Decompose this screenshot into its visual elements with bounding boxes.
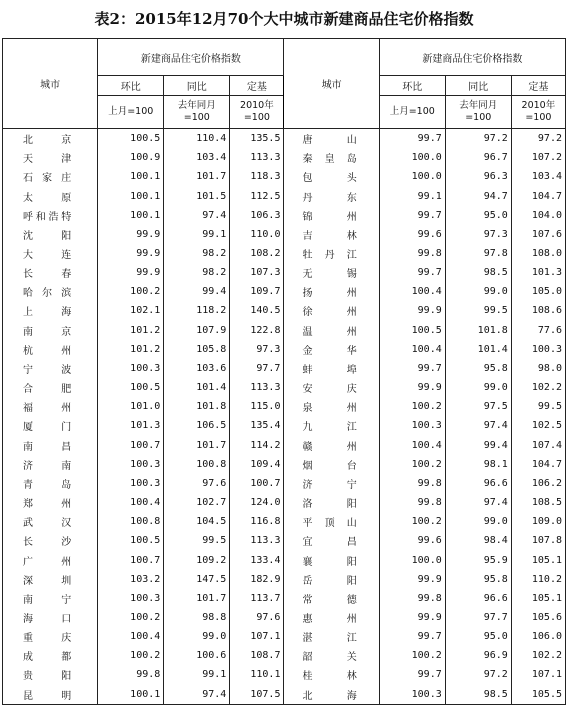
- right-mom-value: 99.6: [379, 225, 445, 244]
- right-yoy-value: 99.0: [445, 378, 511, 397]
- left-yoy-value: 99.5: [164, 531, 230, 550]
- base-sub-header-left: [230, 96, 284, 129]
- left-yoy-value: 101.5: [164, 186, 230, 205]
- right-city-name: 平顶山: [284, 512, 379, 531]
- left-mom-value: 100.3: [98, 455, 164, 474]
- right-city-name: 岳 阳: [284, 570, 379, 589]
- right-city-name: 桂 林: [284, 665, 379, 684]
- left-city-name: 厦 门: [3, 416, 98, 435]
- right-city-name: 湛 江: [284, 627, 379, 646]
- right-city-name: 金 华: [284, 340, 379, 359]
- mom-header-right: 环比: [379, 76, 445, 96]
- right-mom-value: 100.0: [379, 148, 445, 167]
- table-body: [3, 129, 566, 705]
- right-base-value: 77.6: [511, 321, 565, 340]
- right-city-name: 烟 台: [284, 455, 379, 474]
- left-base-value: 110.1: [230, 665, 284, 684]
- right-city-name: 济 宁: [284, 474, 379, 493]
- left-city-name: 上 海: [3, 301, 98, 320]
- left-base-value: 124.0: [230, 493, 284, 512]
- right-base-value: 108.5: [511, 493, 565, 512]
- right-city-name: 安 庆: [284, 378, 379, 397]
- left-city-name: 长 沙: [3, 531, 98, 550]
- left-city-name: 石家庄: [3, 167, 98, 186]
- left-base-value: 113.3: [230, 531, 284, 550]
- table-row: [3, 550, 566, 569]
- right-yoy-value: 97.8: [445, 244, 511, 263]
- right-mom-value: 99.6: [379, 531, 445, 550]
- left-yoy-value: 99.4: [164, 282, 230, 301]
- base-sub-header-right: [511, 96, 565, 129]
- base-sub-line2: =100: [525, 112, 552, 123]
- right-mom-value: 100.0: [379, 167, 445, 186]
- left-mom-value: 100.2: [98, 282, 164, 301]
- right-yoy-value: 98.5: [445, 263, 511, 282]
- left-yoy-value: 99.1: [164, 665, 230, 684]
- right-mom-value: 100.0: [379, 550, 445, 569]
- left-mom-value: 100.4: [98, 493, 164, 512]
- table-row: [3, 282, 566, 301]
- base-sub-line1: 2010年: [240, 100, 274, 111]
- left-base-value: 114.2: [230, 436, 284, 455]
- right-yoy-value: 99.0: [445, 282, 511, 301]
- table-row: [3, 589, 566, 608]
- left-base-value: 107.3: [230, 263, 284, 282]
- left-city-name: 宁 波: [3, 359, 98, 378]
- right-mom-value: 100.2: [379, 397, 445, 416]
- left-mom-value: 100.1: [98, 186, 164, 205]
- right-base-value: 108.6: [511, 301, 565, 320]
- right-base-value: 105.6: [511, 608, 565, 627]
- table-row: [3, 397, 566, 416]
- left-mom-value: 100.7: [98, 550, 164, 569]
- left-yoy-value: 98.2: [164, 263, 230, 282]
- left-yoy-value: 104.5: [164, 512, 230, 531]
- right-mom-value: 99.8: [379, 493, 445, 512]
- right-city-name: 赣 州: [284, 436, 379, 455]
- table-row: [3, 225, 566, 244]
- right-base-value: 102.5: [511, 416, 565, 435]
- left-yoy-value: 99.1: [164, 225, 230, 244]
- left-base-value: 118.3: [230, 167, 284, 186]
- right-base-value: 108.0: [511, 244, 565, 263]
- left-yoy-value: 102.7: [164, 493, 230, 512]
- left-base-value: 97.6: [230, 608, 284, 627]
- city-header-right: 城市: [284, 39, 379, 129]
- right-mom-value: 100.5: [379, 321, 445, 340]
- table-row: [3, 244, 566, 263]
- left-base-value: 108.2: [230, 244, 284, 263]
- left-mom-value: 100.2: [98, 608, 164, 627]
- right-city-name: 九 江: [284, 416, 379, 435]
- left-base-value: 112.5: [230, 186, 284, 205]
- left-mom-value: 100.5: [98, 378, 164, 397]
- right-city-name: 襄 阳: [284, 550, 379, 569]
- right-yoy-value: 95.8: [445, 359, 511, 378]
- left-base-value: 113.3: [230, 378, 284, 397]
- base-sub-line2: =100: [243, 112, 270, 123]
- left-city-name: 合 肥: [3, 378, 98, 397]
- table-title: 表2：2015年12月70个大中城市新建商品住宅价格指数: [94, 10, 474, 28]
- table-row: [3, 359, 566, 378]
- left-base-value: 109.7: [230, 282, 284, 301]
- left-yoy-value: 97.6: [164, 474, 230, 493]
- right-base-value: 106.0: [511, 627, 565, 646]
- left-yoy-value: 99.0: [164, 627, 230, 646]
- right-base-value: 105.1: [511, 589, 565, 608]
- left-mom-value: 100.1: [98, 167, 164, 186]
- left-base-value: 107.5: [230, 685, 284, 705]
- left-mom-value: 101.2: [98, 340, 164, 359]
- table-row: [3, 685, 566, 705]
- right-mom-value: 100.3: [379, 416, 445, 435]
- right-city-name: 北 海: [284, 685, 379, 705]
- left-mom-value: 102.1: [98, 301, 164, 320]
- table-row: [3, 455, 566, 474]
- right-city-name: 温 州: [284, 321, 379, 340]
- right-mom-value: 100.2: [379, 512, 445, 531]
- table-row: [3, 301, 566, 320]
- right-yoy-value: 97.4: [445, 493, 511, 512]
- right-base-value: 106.2: [511, 474, 565, 493]
- left-yoy-value: 101.7: [164, 589, 230, 608]
- right-base-value: 97.2: [511, 129, 565, 149]
- right-base-value: 98.0: [511, 359, 565, 378]
- mom-header-left: 环比: [98, 76, 164, 96]
- left-yoy-value: 106.5: [164, 416, 230, 435]
- left-yoy-value: 100.8: [164, 455, 230, 474]
- table-row: [3, 665, 566, 684]
- right-city-name: 韶 关: [284, 646, 379, 665]
- left-mom-value: 99.9: [98, 225, 164, 244]
- right-mom-value: 99.7: [379, 665, 445, 684]
- right-yoy-value: 96.6: [445, 589, 511, 608]
- left-mom-value: 100.9: [98, 148, 164, 167]
- right-yoy-value: 99.5: [445, 301, 511, 320]
- left-city-name: 成 都: [3, 646, 98, 665]
- left-mom-value: 100.7: [98, 436, 164, 455]
- left-base-value: 135.5: [230, 129, 284, 149]
- right-mom-value: 99.8: [379, 474, 445, 493]
- yoy-header-left: 同比: [164, 76, 230, 96]
- right-mom-value: 99.7: [379, 627, 445, 646]
- left-base-value: 106.3: [230, 206, 284, 225]
- right-yoy-value: 95.9: [445, 550, 511, 569]
- left-city-name: 长 春: [3, 263, 98, 282]
- right-mom-value: 99.7: [379, 129, 445, 149]
- right-city-name: 包 头: [284, 167, 379, 186]
- left-city-name: 福 州: [3, 397, 98, 416]
- left-city-name: 南 宁: [3, 589, 98, 608]
- table-row: [3, 570, 566, 589]
- right-city-name: 锦 州: [284, 206, 379, 225]
- left-yoy-value: 101.4: [164, 378, 230, 397]
- right-yoy-value: 98.1: [445, 455, 511, 474]
- right-city-name: 吉 林: [284, 225, 379, 244]
- left-city-name: 南 京: [3, 321, 98, 340]
- left-yoy-value: 103.6: [164, 359, 230, 378]
- right-city-name: 唐 山: [284, 129, 379, 149]
- right-base-value: 105.5: [511, 685, 565, 705]
- left-city-name: 武 汉: [3, 512, 98, 531]
- right-base-value: 109.0: [511, 512, 565, 531]
- left-mom-value: 100.5: [98, 531, 164, 550]
- left-yoy-value: 98.8: [164, 608, 230, 627]
- yoy-header-right: 同比: [445, 76, 511, 96]
- left-mom-value: 100.1: [98, 685, 164, 705]
- left-base-value: 108.7: [230, 646, 284, 665]
- base-header-left: 定基: [230, 76, 284, 96]
- table-row: [3, 512, 566, 531]
- left-city-name: 杭 州: [3, 340, 98, 359]
- table-row: [3, 646, 566, 665]
- right-yoy-value: 96.9: [445, 646, 511, 665]
- city-header-left: 城市: [3, 39, 98, 129]
- left-base-value: 109.4: [230, 455, 284, 474]
- right-city-name: 扬 州: [284, 282, 379, 301]
- base-sub-line1: 2010年: [521, 100, 556, 111]
- left-mom-value: 101.3: [98, 416, 164, 435]
- right-yoy-value: 99.4: [445, 436, 511, 455]
- right-mom-value: 100.3: [379, 685, 445, 705]
- right-yoy-value: 96.3: [445, 167, 511, 186]
- right-yoy-value: 97.5: [445, 397, 511, 416]
- right-yoy-value: 97.4: [445, 416, 511, 435]
- right-yoy-value: 95.8: [445, 570, 511, 589]
- left-city-name: 青 岛: [3, 474, 98, 493]
- right-base-value: 103.4: [511, 167, 565, 186]
- right-city-name: 无 锡: [284, 263, 379, 282]
- left-base-value: 110.0: [230, 225, 284, 244]
- table-row: [3, 340, 566, 359]
- left-yoy-value: 97.4: [164, 685, 230, 705]
- right-base-value: 107.8: [511, 531, 565, 550]
- right-mom-value: 100.2: [379, 646, 445, 665]
- right-base-value: 110.2: [511, 570, 565, 589]
- left-base-value: 133.4: [230, 550, 284, 569]
- left-city-name: 呼和浩特: [3, 206, 98, 225]
- left-base-value: 140.5: [230, 301, 284, 320]
- right-city-name: 惠 州: [284, 608, 379, 627]
- right-base-value: 105.1: [511, 550, 565, 569]
- right-mom-value: 100.2: [379, 455, 445, 474]
- right-mom-value: 99.1: [379, 186, 445, 205]
- right-yoy-value: 98.5: [445, 685, 511, 705]
- left-yoy-value: 107.9: [164, 321, 230, 340]
- right-base-value: 107.6: [511, 225, 565, 244]
- right-city-name: 徐 州: [284, 301, 379, 320]
- left-base-value: 97.7: [230, 359, 284, 378]
- left-yoy-value: 101.7: [164, 436, 230, 455]
- right-base-value: 107.2: [511, 148, 565, 167]
- yoy-sub-header-right: [445, 96, 511, 129]
- left-base-value: 113.7: [230, 589, 284, 608]
- left-yoy-value: 97.4: [164, 206, 230, 225]
- left-mom-value: 100.4: [98, 627, 164, 646]
- left-city-name: 大 连: [3, 244, 98, 263]
- left-yoy-value: 101.7: [164, 167, 230, 186]
- yoy-sub-header-left: [164, 96, 230, 129]
- left-mom-value: 100.3: [98, 474, 164, 493]
- left-yoy-value: 118.2: [164, 301, 230, 320]
- table-row: [3, 627, 566, 646]
- base-header-right: 定基: [511, 76, 565, 96]
- right-base-value: 101.3: [511, 263, 565, 282]
- left-mom-value: 100.3: [98, 589, 164, 608]
- right-mom-value: 99.9: [379, 301, 445, 320]
- left-city-name: 郑 州: [3, 493, 98, 512]
- right-city-name: 秦皇岛: [284, 148, 379, 167]
- left-base-value: 122.8: [230, 321, 284, 340]
- right-city-name: 牡丹江: [284, 244, 379, 263]
- yoy-sub-line2: =100: [465, 112, 492, 123]
- left-city-name: 济 南: [3, 455, 98, 474]
- right-base-value: 102.2: [511, 646, 565, 665]
- table-row: [3, 378, 566, 397]
- left-base-value: 182.9: [230, 570, 284, 589]
- table-row: [3, 263, 566, 282]
- right-base-value: 107.4: [511, 436, 565, 455]
- right-yoy-value: 97.3: [445, 225, 511, 244]
- left-city-name: 重 庆: [3, 627, 98, 646]
- right-city-name: 泉 州: [284, 397, 379, 416]
- right-mom-value: 100.4: [379, 436, 445, 455]
- index-group-header-left: 新建商品住宅价格指数: [98, 39, 284, 76]
- left-mom-value: 100.2: [98, 646, 164, 665]
- left-city-name: 太 原: [3, 186, 98, 205]
- left-base-value: 135.4: [230, 416, 284, 435]
- left-city-name: 海 口: [3, 608, 98, 627]
- table-row: [3, 129, 566, 149]
- left-mom-value: 103.2: [98, 570, 164, 589]
- left-base-value: 100.7: [230, 474, 284, 493]
- left-mom-value: 100.3: [98, 359, 164, 378]
- left-yoy-value: 100.6: [164, 646, 230, 665]
- right-base-value: 104.7: [511, 455, 565, 474]
- right-mom-value: 99.8: [379, 244, 445, 263]
- left-city-name: 深 圳: [3, 570, 98, 589]
- right-mom-value: 99.7: [379, 359, 445, 378]
- left-mom-value: 100.8: [98, 512, 164, 531]
- left-base-value: 107.1: [230, 627, 284, 646]
- left-city-name: 北 京: [3, 129, 98, 149]
- price-index-table: [2, 38, 566, 705]
- table-row: [3, 206, 566, 225]
- right-yoy-value: 101.4: [445, 340, 511, 359]
- right-base-value: 102.2: [511, 378, 565, 397]
- right-yoy-value: 94.7: [445, 186, 511, 205]
- left-mom-value: 99.8: [98, 665, 164, 684]
- mom-sub-header-left: 上月=100: [98, 96, 164, 129]
- right-city-name: 宜 昌: [284, 531, 379, 550]
- right-yoy-value: 98.4: [445, 531, 511, 550]
- right-yoy-value: 97.2: [445, 129, 511, 149]
- table-row: [3, 474, 566, 493]
- right-base-value: 100.3: [511, 340, 565, 359]
- left-yoy-value: 98.2: [164, 244, 230, 263]
- right-city-name: 洛 阳: [284, 493, 379, 512]
- right-base-value: 107.1: [511, 665, 565, 684]
- right-yoy-value: 95.0: [445, 206, 511, 225]
- left-city-name: 天 津: [3, 148, 98, 167]
- right-base-value: 105.0: [511, 282, 565, 301]
- left-city-name: 沈 阳: [3, 225, 98, 244]
- left-yoy-value: 103.4: [164, 148, 230, 167]
- table-row: [3, 531, 566, 550]
- right-yoy-value: 97.2: [445, 665, 511, 684]
- left-city-name: 昆 明: [3, 685, 98, 705]
- right-city-name: 常 德: [284, 589, 379, 608]
- left-base-value: 116.8: [230, 512, 284, 531]
- right-base-value: 104.0: [511, 206, 565, 225]
- left-base-value: 97.3: [230, 340, 284, 359]
- table-row: [3, 186, 566, 205]
- left-yoy-value: 109.2: [164, 550, 230, 569]
- right-mom-value: 99.9: [379, 608, 445, 627]
- right-yoy-value: 99.0: [445, 512, 511, 531]
- right-base-value: 99.5: [511, 397, 565, 416]
- right-mom-value: 99.9: [379, 378, 445, 397]
- index-group-header-right: 新建商品住宅价格指数: [379, 39, 565, 76]
- left-city-name: 贵 阳: [3, 665, 98, 684]
- right-city-name: 蚌 埠: [284, 359, 379, 378]
- table-row: [3, 436, 566, 455]
- right-mom-value: 99.8: [379, 589, 445, 608]
- yoy-sub-line1: 去年同月: [459, 100, 498, 111]
- left-base-value: 113.3: [230, 148, 284, 167]
- right-mom-value: 99.9: [379, 570, 445, 589]
- left-base-value: 115.0: [230, 397, 284, 416]
- left-yoy-value: 147.5: [164, 570, 230, 589]
- right-mom-value: 99.7: [379, 206, 445, 225]
- left-city-name: 南 昌: [3, 436, 98, 455]
- right-base-value: 104.7: [511, 186, 565, 205]
- yoy-sub-line1: 去年同月: [177, 100, 216, 111]
- left-mom-value: 101.2: [98, 321, 164, 340]
- table-row: [3, 321, 566, 340]
- left-city-name: 广 州: [3, 550, 98, 569]
- table-row: [3, 608, 566, 627]
- left-mom-value: 99.9: [98, 263, 164, 282]
- right-city-name: 丹 东: [284, 186, 379, 205]
- right-yoy-value: 96.7: [445, 148, 511, 167]
- right-yoy-value: 101.8: [445, 321, 511, 340]
- left-yoy-value: 110.4: [164, 129, 230, 149]
- left-yoy-value: 105.8: [164, 340, 230, 359]
- left-mom-value: 100.1: [98, 206, 164, 225]
- table-row: [3, 493, 566, 512]
- right-yoy-value: 95.0: [445, 627, 511, 646]
- right-mom-value: 100.4: [379, 340, 445, 359]
- left-mom-value: 101.0: [98, 397, 164, 416]
- yoy-sub-line2: =100: [183, 112, 210, 123]
- left-yoy-value: 101.8: [164, 397, 230, 416]
- right-mom-value: 100.4: [379, 282, 445, 301]
- mom-sub-header-right: 上月=100: [379, 96, 445, 129]
- table-row: [3, 148, 566, 167]
- left-mom-value: 99.9: [98, 244, 164, 263]
- right-yoy-value: 97.7: [445, 608, 511, 627]
- right-yoy-value: 96.6: [445, 474, 511, 493]
- table-row: [3, 167, 566, 186]
- left-city-name: 哈尔滨: [3, 282, 98, 301]
- table-row: [3, 416, 566, 435]
- right-mom-value: 99.7: [379, 263, 445, 282]
- left-mom-value: 100.5: [98, 129, 164, 149]
